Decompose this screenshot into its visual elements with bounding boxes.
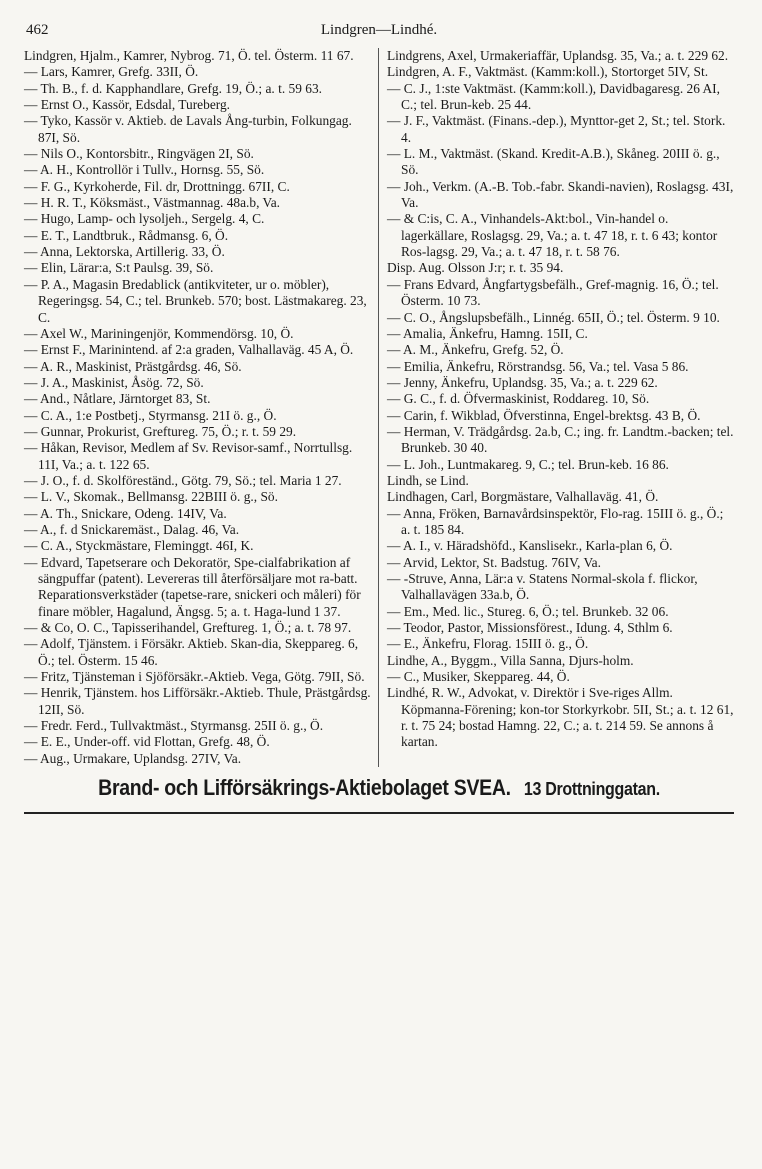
directory-entry: — Henrik, Tjänstem. hos Lifförsäkr.-Aktieb. Thule, Prästgårdsg. 12II, Sö. (24, 685, 371, 717)
directory-entry: — Tyko, Kassör v. Aktieb. de Lavals Ång-turbin, Folkungag. 87I, Sö. (24, 113, 352, 145)
directory-entry: Lindhé, R. W., Advokat, v. Direktör i Sve-riges Allm. Köpmanna-Förening; kon-tor Storkyrkobr. 5II, St.; a. t. 12 61, r. t. 75 24; bostad Hamng. 22, C.; a. t. 214 59. Se annons å kartan. (387, 685, 734, 750)
advertisement-text: Brand- och Lifförsäkrings-Aktiebolaget SVEA. (98, 775, 511, 801)
directory-entry: — C. A., 1:e Postbetj., Styrmansg. 21I ö. g., Ö. (24, 407, 277, 423)
directory-entry: — -Struve, Anna, Lär:a v. Statens Normal-skola f. flickor, Valhallavägen 33a.b, Ö. (387, 571, 698, 603)
directory-entry: — Anna, Lektorska, Artillerig. 33, Ö. (24, 244, 225, 260)
directory-entry: — C. J., 1:ste Vaktmäst. (Kamm:koll.), Davidbagaresg. 26 AI, C.; tel. Brun-keb. 25 44. (387, 80, 720, 113)
directory-entry: — C. O., Ångslupsbefälh., Linnég. 65II, Ö.; tel. Österm. 9 10. (387, 309, 720, 325)
directory-entry: — Fredr. Ferd., Tullvaktmäst., Styrmansg. 25II ö. g., Ö. (24, 718, 324, 734)
directory-entry: — J. O., f. d. Skolföreständ., Götg. 79, Sö.; tel. Maria 1 27. (24, 472, 342, 488)
directory-entry: — G. C., f. d. Öfvermaskinist, Roddareg. 10, Sö. (387, 391, 650, 407)
directory-entry: — A., f. d Snickaremäst., Dalag. 46, Va. (24, 521, 240, 537)
directory-entry: — C. A., Styckmästare, Fleminggt. 46I, K. (24, 538, 254, 554)
directory-entry: Lindgren, A. F., Vaktmäst. (Kamm:koll.), Stortorget 5IV, St. (387, 64, 709, 80)
left-column (24, 48, 379, 767)
directory-entry: — Teodor, Pastor, Missionsförest., Idung. 4, Sthlm 6. (387, 620, 673, 636)
directory-entry: — Hugo, Lamp- och lysoljeh., Sergelg. 4, C. (24, 211, 265, 227)
directory-entry: — A. I., v. Häradshöfd., Kanslisekr., Karla-plan 6, Ö. (387, 538, 673, 554)
insurance-advertisement (24, 775, 734, 801)
directory-entry: — & Co, O. C., Tapisserihandel, Greftureg. 1, Ö.; a. t. 78 97. (24, 620, 352, 636)
directory-entry: Disp. Aug. Olsson J:r; r. t. 35 94. (387, 260, 564, 276)
directory-entry: Lindgren, Hjalm., Kamrer, Nybrog. 71, Ö. tel. Österm. 11 67. (24, 48, 354, 63)
directory-entry: — Håkan, Revisor, Medlem af Sv. Revisor-samf., Norrtullsg. 11I, Va.; a. t. 122 65. (24, 440, 353, 472)
right-column (379, 48, 734, 767)
directory-entry: — A. R., Maskinist, Prästgårdsg. 46, Sö. (24, 358, 242, 374)
directory-entry: — Th. B., f. d. Kapphandlare, Grefg. 19, Ö.; a. t. 59 63. (24, 80, 323, 96)
directory-entry: — Elin, Lärar:a, S:t Paulsg. 39, Sö. (24, 260, 214, 276)
directory-entry: — Frans Edvard, Ångfartygsbefälh., Gref-magnig. 16, Ö.; tel. Österm. 10 73. (387, 276, 719, 309)
page-number: 462 (26, 22, 49, 38)
directory-entry: — J. F., Vaktmäst. (Finans.-dep.), Mynttor-get 2, St.; tel. Stork. 4. (387, 113, 726, 145)
directory-entry: — J. A., Maskinist, Åsög. 72, Sö. (24, 374, 204, 390)
advertisement-address: 13 Drottninggatan. (523, 780, 660, 800)
directory-entry: — L. M., Vaktmäst. (Skand. Kredit-A.B.), Skåneg. 20III ö. g., Sö. (387, 146, 720, 178)
directory-entry: — H. R. T., Köksmäst., Västmannag. 48a.b, Va. (24, 195, 281, 211)
directory-entry: — Amalia, Änkefru, Hamng. 15II, C. (387, 325, 588, 341)
directory-entry: — E. T., Landtbruk., Rådmansg. 6, Ö. (24, 227, 229, 243)
directory-entry: — Joh., Verkm. (A.-B. Tob.-fabr. Skandi-navien), Roslagsg. 43I, Va. (387, 178, 734, 211)
directory-entry: — Anna, Fröken, Barnavårdsinspektör, Flo-rag. 15III ö. g., Ö.; a. t. 185 84. (387, 505, 724, 537)
directory-entry: — Emilia, Änkefru, Rörstrandsg. 56, Va.; tel. Vasa 5 86. (387, 358, 689, 374)
directory-entry: — A. H., Kontrollör i Tullv., Hornsg. 55, Sö. (24, 162, 265, 178)
directory-entry: — C., Musiker, Skeppareg. 44, Ö. (387, 669, 570, 685)
directory-entry: Lindh, se Lind. (387, 472, 469, 488)
directory-entry: — F. G., Kyrkoherde, Fil. dr, Drottningg. 67II, C. (24, 178, 290, 194)
directory-entry: — Aug., Urmakare, Uplandsg. 27IV, Va. (24, 750, 242, 766)
directory-entry: — Ernst F., Marinintend. af 2:a graden, Valhallaväg. 45 A, Ö. (24, 342, 354, 358)
directory-entry: Lindhe, A., Byggm., Villa Sanna, Djurs-holm. (387, 652, 634, 668)
directory-entry: Lindgrens, Axel, Urmakeriaffär, Uplandsg. 35, Va.; a. t. 229 62. (387, 48, 729, 63)
directory-entry: — Gunnar, Prokurist, Greftureg. 75, Ö.; r. t. 59 29. (24, 423, 297, 439)
directory-entry: — L. V., Skomak., Bellmansg. 22BIII ö. g., Sö. (24, 489, 278, 505)
directory-entry: — Arvid, Lektor, St. Badstug. 76IV, Va. (387, 554, 601, 570)
directory-entry: — Nils O., Kontorsbitr., Ringvägen 2I, Sö. (24, 146, 254, 162)
directory-entry: — L. Joh., Luntmakareg. 9, C.; tel. Brun-keb. 16 86. (387, 456, 669, 472)
page-header (24, 22, 734, 48)
directory-entry: — A. Th., Snickare, Odeng. 14IV, Va. (24, 505, 227, 521)
directory-entry: — Em., Med. lic., Stureg. 6, Ö.; tel. Brunkeb. 32 06. (387, 603, 669, 619)
directory-entry: — Lars, Kamrer, Grefg. 33II, Ö. (24, 64, 199, 80)
bottom-rule (24, 812, 734, 814)
directory-entry: — Ernst O., Kassör, Edsdal, Tureberg. (24, 97, 231, 113)
running-head: Lindgren—Lindhé. (320, 22, 438, 38)
directory-entry: — Jenny, Änkefru, Uplandsg. 35, Va.; a. t. 229 62. (387, 374, 658, 390)
directory-entry: — Edvard, Tapetserare och Dekoratör, Spe-cialfabrikation af sängpuffar (patent). Levereras till återförsäljare mot ra-batt. Reparationsverkstäder (tapetse-rare, snickeri och måleri) för finare möbler, Hagalund, Ängsg. 5; a. t. Haga-lund 1 37. (24, 554, 361, 619)
directory-entry: — & C:is, C. A., Vinhandels-Akt:bol., Vin-handel o. lagerkällare, Roslagsg. 29, Va.; a. t. 47 18, r. t. 6 43; kontor Ros-lagsg. 29, Va.; a. t. 47 18, r. t. 58 76. (387, 211, 718, 260)
directory-entry: — E. E., Under-off. vid Flottan, Grefg. 48, Ö. (24, 734, 270, 750)
directory-entry: — Carin, f. Wikblad, Öfverstinna, Engel-brektsg. 43 B, Ö. (387, 407, 701, 423)
directory-entry: — A. M., Änkefru, Grefg. 52, Ö. (387, 342, 564, 358)
entry-columns (24, 48, 734, 767)
directory-entry: — P. A., Magasin Bredablick (antikviteter, ur o. möbler), Regeringsg. 54, C.; tel. Brunkeb. 570; bost. Lästmakareg. 23, C. (24, 276, 367, 325)
directory-entry: — Adolf, Tjänstem. i Försäkr. Aktieb. Skan-dia, Skeppareg. 6, Ö.; tel. Österm. 15 46. (24, 636, 359, 668)
directory-entry: — And., Nåtlare, Järntorget 83, St. (24, 391, 211, 407)
directory-entry: — Herman, V. Trädgårdsg. 2a.b, C.; ing. fr. Landtm.-backen; tel. Brunkeb. 30 40. (387, 423, 734, 456)
directory-entry: — E., Änkefru, Florag. 15III ö. g., Ö. (387, 636, 589, 652)
directory-entry: — Fritz, Tjänsteman i Sjöförsäkr.-Aktieb. Vega, Götg. 79II, Sö. (24, 669, 365, 685)
directory-entry: — Axel W., Mariningenjör, Kommendörsg. 10, Ö. (24, 325, 294, 341)
directory-entry: Lindhagen, Carl, Borgmästare, Valhallaväg. 41, Ö. (387, 489, 659, 505)
